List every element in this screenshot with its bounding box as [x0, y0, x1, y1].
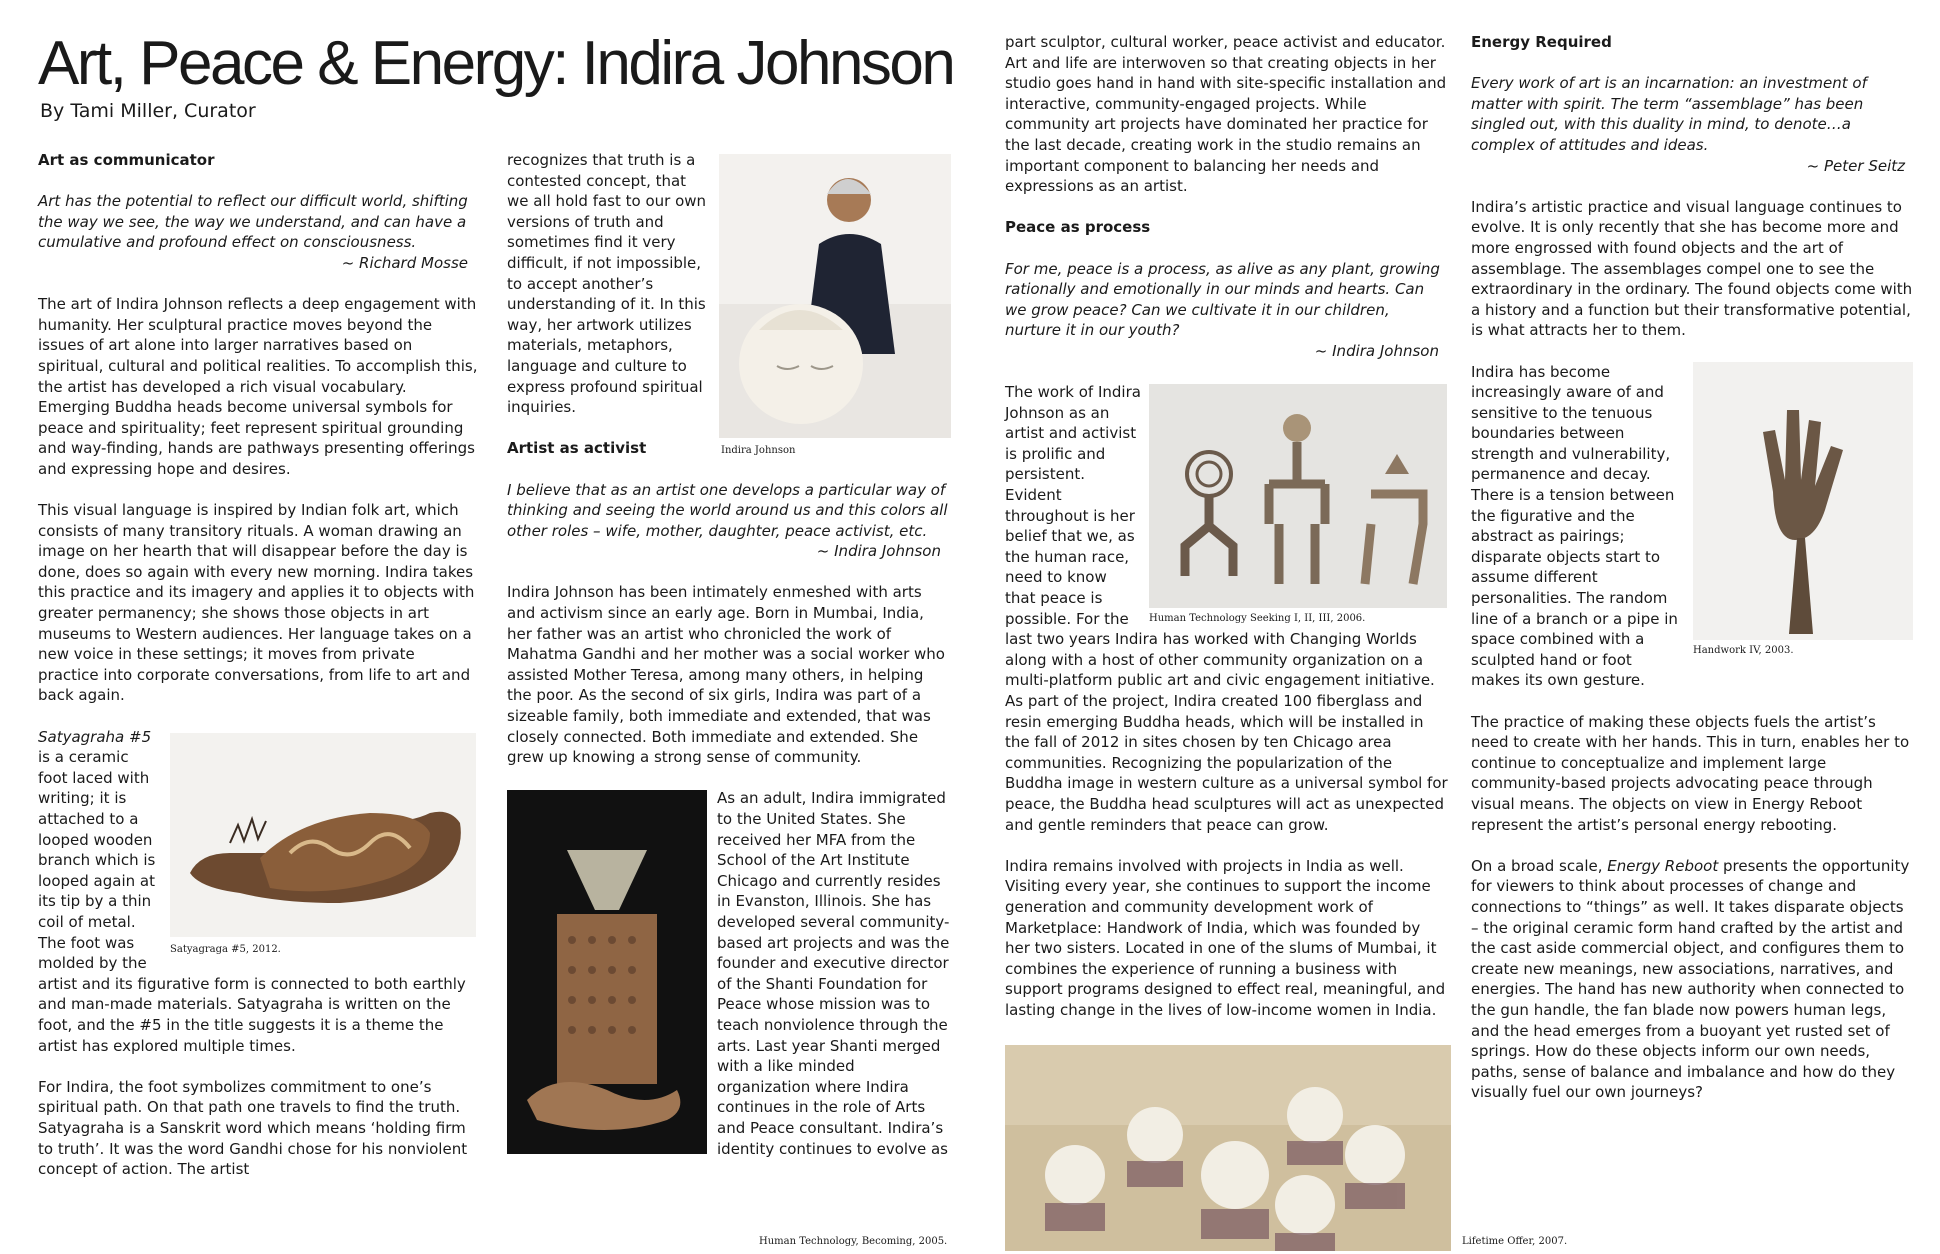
- paragraph: The practice of making these objects fuels the artist’s need to create with her hands. This in turn, enables her to continue to conceptualize and implement large community-based projects advocating peace through visual means. The objects on view in Energy Reboot represent the artist’s personal energy rebooting.: [1471, 712, 1910, 834]
- caption-satyagraha: Satyagraga #5, 2012.: [170, 943, 281, 955]
- figure-handwork: [1693, 362, 1915, 658]
- caption-becoming: Human Technology, Becoming, 2005.: [759, 1236, 948, 1247]
- paragraph-text: On a broad scale,: [1471, 856, 1608, 875]
- column-4: [1471, 32, 1915, 1123]
- quote-text: Art has the potential to reflect our difficult world, shifting the way we see, the way we understand, and can have a cumulative and profound effect on consciousness.: [38, 192, 468, 252]
- page-title: Art, Peace & Energy: Indira Johnson: [38, 29, 954, 98]
- paragraph: Indira has become increasingly aware of and sensitive to the tenuous boundaries between strength and vulnerability, permanence and decay. There is a tension between the figurative and the abstract as pairings; disparate objects start to assume different personalities. The random line of a branch or a pipe in space combined with a sculpted hand or foot makes its own gesture.: [1471, 362, 1678, 690]
- quote-attribution: ~ Richard Mosse: [341, 253, 468, 272]
- paragraph: recognizes that truth is a contested concept, that we all hold fast to our own versions of truth and sometimes find it very difficult, if not impossible, to accept another’s understanding of it. In this way, her artwork utilizes materials, metaphors, language and culture to express profound spiritual inquiries.: [507, 151, 707, 417]
- caption-seeking: Human Technology Seeking I, II, III, 2006.: [1149, 613, 1366, 625]
- figure-portrait: [719, 154, 951, 458]
- section-heading-communicator: Art as communicator: [38, 151, 215, 169]
- paragraph: This visual language is inspired by Indian folk art, which consists of many transitory rituals. A woman drawing an image on her hearth that will disappear before the day is done, does so again with every new morning. Indira takes this practice and its imagery and applies it to objects with greater permanency; she shows those objects in art museums to Western audiences. Her language takes on a new voice in these settings; it moves from private practice into corporate conversations, from life to art and back again.: [38, 501, 475, 705]
- quote-attribution: ~ Indira Johnson: [1314, 341, 1439, 360]
- figure-becoming: [507, 790, 707, 1154]
- section-heading-peace: Peace as process: [1005, 218, 1151, 237]
- caption-lifetime: Lifetime Offer, 2007.: [1462, 1236, 1568, 1247]
- quote-attribution: ~ Indira Johnson: [816, 542, 941, 561]
- photo-becoming: [507, 790, 707, 1154]
- pull-quote: [1471, 73, 1915, 176]
- column-2: [507, 150, 951, 1180]
- photo-satyagraha: [170, 733, 476, 937]
- paragraph-text: presents the opportunity for viewers to think about processes of change and connections to “things” as well. It takes disparate objects – the original ceramic form hand crafted by the artist and the cast aside commercial object, and configures them to create new meanings, new associations, narratives, and energies. The hand has new authority when connected to the gun handle, the fan blade now powers human legs, and the head emerges from a buoyant yet rusted set of springs. How do these objects inform our own needs, paths, sense of balance and imbalance and how do they visually fuel our own journeys?: [1471, 856, 1910, 1102]
- caption-handwork: Handwork IV, 2003.: [1693, 644, 1794, 656]
- paragraph: The art of Indira Johnson reflects a deep engagement with humanity. Her sculptural practice moves beyond the issues of art alone into larger narratives based on spiritual, cultural and political realities. To accomplish this, the artist has developed a rich visual vocabulary. Emerging Buddha heads become universal symbols for peace and spirituality; feet represent spiritual grounding and way-finding, hands are pathways presenting offerings and expressing hope and desires.: [38, 295, 478, 478]
- paragraph: As an adult, Indira immigrated to the United States. She received her MFA from the School of the Art Institute Chicago and currently resides in Evanston, Illinois. She has developed several community-based art projects and was the founder and executive director of the Shanti Foundation for Peace whose mission was to teach nonviolence through the arts. Last year Shanti merged with a like minded organization where Indira continues in the role of Arts and Peace consultant. Indira’s identity continues to evolve as: [717, 789, 950, 1158]
- caption-portrait: Indira Johnson: [721, 445, 796, 456]
- pull-quote: [38, 191, 478, 273]
- quote-text: I believe that as an artist one develops a particular way of thinking and seeing the world around us and this colors all other roles – wife, mother, daughter, peace activist, etc.: [507, 480, 948, 540]
- paragraph: For Indira, the foot symbolizes commitment to one’s spiritual path. On that path one travels to find the truth. Satyagraha is a Sanskrit word which means ‘holding firm to truth’. It was the word Gandhi chose for his nonviolent concept of action. The artist: [38, 1077, 468, 1179]
- photo-lifetime: [1005, 1045, 1451, 1251]
- byline: By Tami Miller, Curator: [40, 100, 256, 122]
- pull-quote: [1005, 259, 1449, 362]
- photo-portrait: [719, 154, 951, 438]
- paragraph: Indira Johnson has been intimately enmeshed with arts and activism since an early age. Born in Mumbai, India, her father was an artist who chronicled the work of Mahatma Gandhi and her mother was a social worker who assisted Mother Teresa, among many others, in helping the poor. As the second of six girls, Indira was part of a sizeable family, both immediate and extended, that was closely connected. Both immediate and extended. She grew up knowing a strong sense of community.: [507, 583, 945, 767]
- paragraph: Indira remains involved with projects in India as well. Visiting every year, she continues to support the income generation and community development work of Marketplace: Handwork of India, which was founded by her two sisters. Located in one of the slums of Mumbai, it combines the experience of running a business with support programs designed to effect real, meaningful, and lasting change in the lives of low-income women in India.: [1005, 856, 1446, 1019]
- paragraph-text: is a ceramic foot laced with writing; it is attached to a looped wooden branch which is looped again at its tip by a thin coil of metal. The foot was molded by the artist and its figurative form is connected to both earthly and man-made materials. Satyagraha is written on the foot, and the #5 in the title suggests it is a theme the artist has explored multiple times.: [38, 748, 466, 1055]
- section-heading-activist: Artist as activist: [507, 439, 647, 458]
- paragraph: Indira’s artistic practice and visual language continues to evolve. It is only recently that she has become more and more engrossed with found objects and the art of assemblage. The assemblages compel one to see the extraordinary in the ordinary. The found objects come with a history and a function but their transformative potential, is what attracts her to them.: [1471, 197, 1913, 340]
- paragraph: [1471, 856, 1915, 1103]
- column-3: [1005, 32, 1449, 1041]
- quote-text: Every work of art is an incarnation: an investment of matter with spirit. The term “assemblage” has been singled out, with this duality in mind, to denote…a complex of attitudes and ideas.: [1471, 74, 1867, 154]
- pull-quote: [507, 480, 951, 562]
- column-1: [38, 150, 478, 1200]
- exhibition-title: Energy Reboot: [1607, 856, 1719, 875]
- figure-seeking: [1149, 384, 1449, 626]
- figure-satyagraha: [170, 733, 478, 957]
- section-heading-energy: Energy Required: [1471, 33, 1612, 51]
- quote-attribution: ~ Peter Seitz: [1806, 156, 1905, 175]
- photo-seeking: [1149, 384, 1447, 608]
- paragraph: part sculptor, cultural worker, peace activist and educator. Art and life are interwoven so that creating objects in her studio goes hand in hand with site-specific installation and interactive, community-engaged projects. While community art projects have dominated her practice for the last decade, creating work in the studio remains an important component to balancing her needs and expressions as an artist.: [1005, 33, 1447, 196]
- artwork-title: Satyagraha #5: [38, 727, 152, 746]
- paragraph: The work of Indira Johnson as an artist and activist is prolific and persistent. Evident throughout is her belief that we, as the human race, need to know that peace is possible. For the last two years Indira has worked with Changing Worlds along with a host of other community organization on a multi-platform public art and civic engagement initiative. As part of the project, Indira created 100 fiberglass and resin emerging Buddha heads, which will be installed in the fall of 2012 in sites chosen by ten Chicago area communities. Recognizing the popularization of the Buddha image in western culture as a universal symbol for peace, the Buddha head sculptures will act as unexpected and gentle reminders that peace can grow.: [1005, 383, 1448, 834]
- photo-handwork: [1693, 362, 1913, 640]
- quote-text: For me, peace is a process, as alive as any plant, growing rationally and emotionally in our minds and hearts. Can we grow peace? Can we cultivate it in our children, nurture it in our youth?: [1005, 259, 1440, 340]
